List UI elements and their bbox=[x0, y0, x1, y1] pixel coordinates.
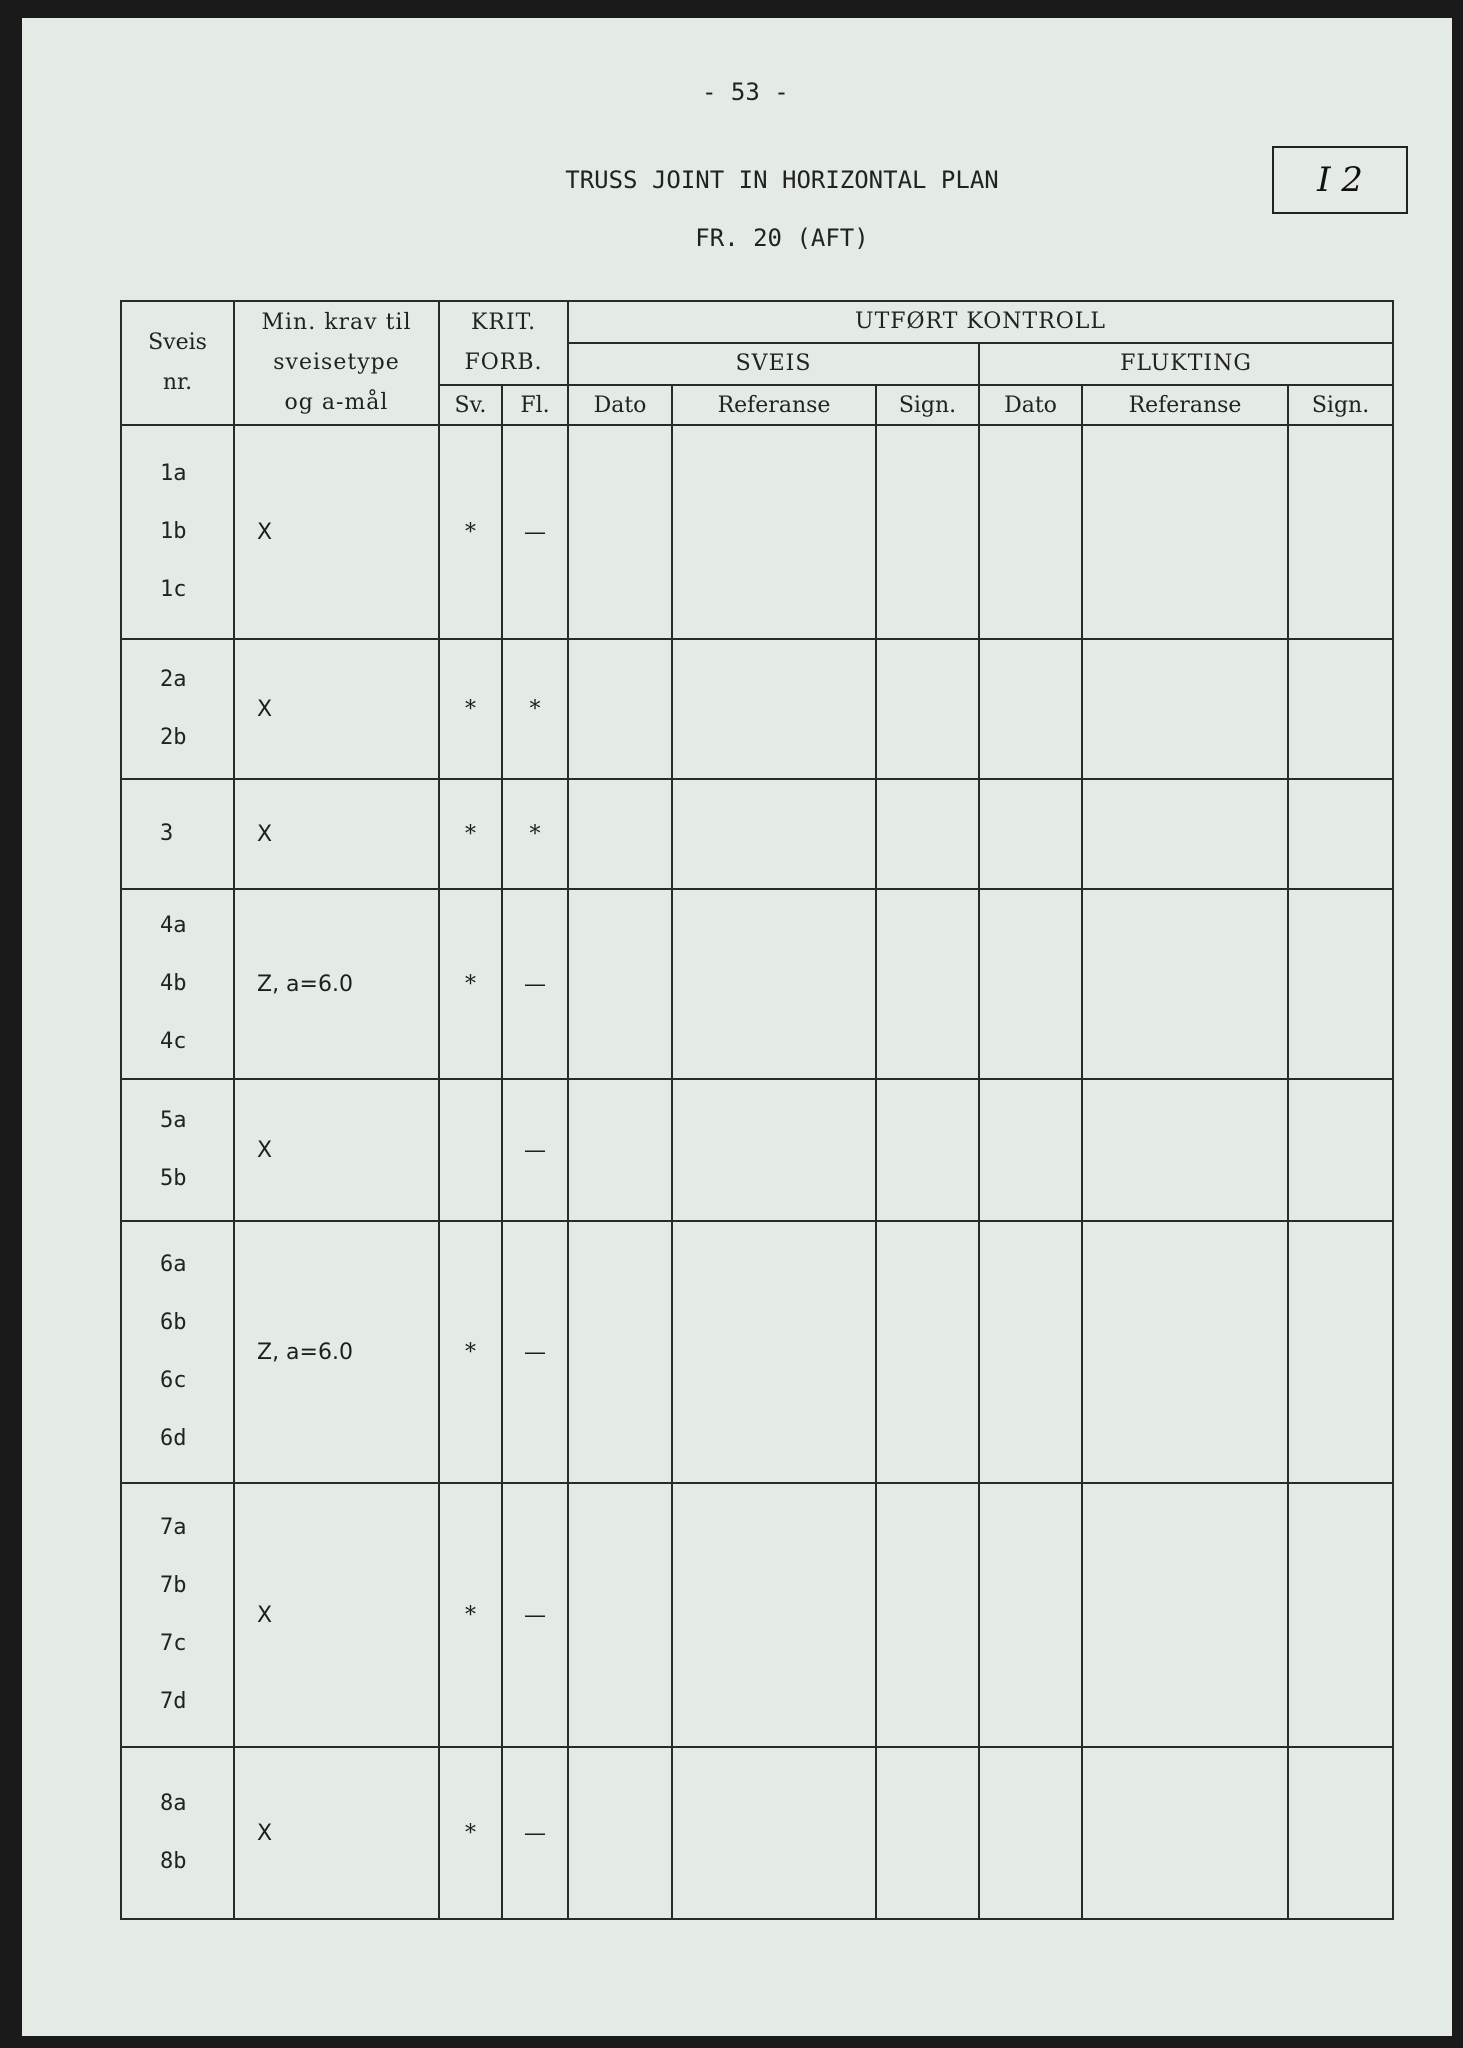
fl-mark-cell: — bbox=[502, 889, 568, 1079]
sign-sveis-cell[interactable] bbox=[876, 779, 979, 889]
sign-flukting-cell[interactable] bbox=[1288, 639, 1393, 779]
sv-mark-cell: * bbox=[439, 1483, 502, 1747]
referanse-flukting-cell[interactable] bbox=[1082, 1483, 1288, 1747]
weld-id: 8b bbox=[160, 1849, 187, 1874]
referanse-flukting-cell[interactable] bbox=[1082, 1079, 1288, 1221]
header-referanse-sveis: Referanse bbox=[672, 385, 876, 425]
referanse-sveis-cell[interactable] bbox=[672, 1079, 876, 1221]
weld-ids-cell bbox=[121, 1079, 234, 1221]
sign-flukting-cell[interactable] bbox=[1288, 425, 1393, 639]
header-sign-sveis: Sign. bbox=[876, 385, 979, 425]
referanse-sveis-cell[interactable] bbox=[672, 1221, 876, 1483]
fl-mark-cell: * bbox=[502, 639, 568, 779]
header-min-krav: Min. krav til sveisetype og a-mål bbox=[234, 301, 439, 425]
referanse-sveis-cell[interactable] bbox=[672, 889, 876, 1079]
weld-id: 4c bbox=[160, 1029, 187, 1054]
page-title: TRUSS JOINT IN HORIZONTAL PLAN bbox=[565, 166, 999, 194]
sign-sveis-cell[interactable] bbox=[876, 889, 979, 1079]
weld-id: 5b bbox=[160, 1166, 187, 1191]
table-row bbox=[121, 889, 1393, 1079]
table-row bbox=[121, 639, 1393, 779]
header-krit-forb: KRIT. FORB. bbox=[439, 301, 568, 385]
sign-sveis-cell[interactable] bbox=[876, 425, 979, 639]
fl-mark-cell: — bbox=[502, 1483, 568, 1747]
table-row bbox=[121, 1221, 1393, 1483]
dato-flukting-cell[interactable] bbox=[979, 1079, 1082, 1221]
sv-mark-cell: * bbox=[439, 889, 502, 1079]
requirement-cell: X bbox=[234, 779, 439, 889]
header-dato-flukting: Dato bbox=[979, 385, 1082, 425]
sign-flukting-cell[interactable] bbox=[1288, 1747, 1393, 1919]
requirement-cell: X bbox=[234, 639, 439, 779]
weld-id: 7b bbox=[160, 1573, 187, 1598]
sign-sveis-cell[interactable] bbox=[876, 1747, 979, 1919]
referanse-sveis-cell[interactable] bbox=[672, 639, 876, 779]
sv-mark-cell: * bbox=[439, 779, 502, 889]
fl-mark-cell: — bbox=[502, 1747, 568, 1919]
dato-flukting-cell[interactable] bbox=[979, 639, 1082, 779]
weld-id: 4b bbox=[160, 971, 187, 996]
page-subtitle: FR. 20 (AFT) bbox=[695, 224, 869, 252]
sv-mark-cell: * bbox=[439, 1747, 502, 1919]
sign-sveis-cell[interactable] bbox=[876, 1221, 979, 1483]
dato-sveis-cell[interactable] bbox=[568, 779, 672, 889]
header-referanse-flukting: Referanse bbox=[1082, 385, 1288, 425]
fl-mark-cell: — bbox=[502, 1221, 568, 1483]
weld-id: 7a bbox=[160, 1515, 187, 1540]
weld-id: 7d bbox=[160, 1689, 187, 1714]
requirement-cell: X bbox=[234, 1079, 439, 1221]
weld-ids-cell bbox=[121, 1747, 234, 1919]
requirement-cell: Z, a=6.0 bbox=[234, 1221, 439, 1483]
dato-sveis-cell[interactable] bbox=[568, 1747, 672, 1919]
sign-flukting-cell[interactable] bbox=[1288, 1079, 1393, 1221]
header-sign-flukting: Sign. bbox=[1288, 385, 1393, 425]
weld-id: 1c bbox=[160, 577, 187, 602]
requirement-cell: X bbox=[234, 425, 439, 639]
dato-sveis-cell[interactable] bbox=[568, 639, 672, 779]
sv-mark-cell: * bbox=[439, 639, 502, 779]
header-dato-sveis: Dato bbox=[568, 385, 672, 425]
table-row bbox=[121, 1483, 1393, 1747]
requirement-cell: X bbox=[234, 1747, 439, 1919]
weld-ids-cell bbox=[121, 1221, 234, 1483]
table-row bbox=[121, 1079, 1393, 1221]
weld-id: 1a bbox=[160, 461, 187, 486]
fl-mark-cell: — bbox=[502, 1079, 568, 1221]
document-id-box: I 2 bbox=[1272, 146, 1408, 214]
dato-sveis-cell[interactable] bbox=[568, 889, 672, 1079]
header-sv: Sv. bbox=[439, 385, 502, 425]
dato-flukting-cell[interactable] bbox=[979, 425, 1082, 639]
weld-id: 4a bbox=[160, 913, 187, 938]
weld-id: 6a bbox=[160, 1252, 187, 1277]
weld-id: 2b bbox=[160, 725, 187, 750]
dato-sveis-cell[interactable] bbox=[568, 1079, 672, 1221]
table-row bbox=[121, 425, 1393, 639]
referanse-sveis-cell[interactable] bbox=[672, 779, 876, 889]
weld-id: 6c bbox=[160, 1368, 187, 1393]
dato-sveis-cell[interactable] bbox=[568, 425, 672, 639]
sign-flukting-cell[interactable] bbox=[1288, 889, 1393, 1079]
sign-sveis-cell[interactable] bbox=[876, 1079, 979, 1221]
referanse-sveis-cell[interactable] bbox=[672, 425, 876, 639]
referanse-sveis-cell[interactable] bbox=[672, 1483, 876, 1747]
weld-id: 3 bbox=[160, 821, 174, 846]
referanse-flukting-cell[interactable] bbox=[1082, 779, 1288, 889]
sign-flukting-cell[interactable] bbox=[1288, 779, 1393, 889]
weld-id: 6d bbox=[160, 1426, 187, 1451]
weld-id: 6b bbox=[160, 1310, 187, 1335]
weld-ids-cell bbox=[121, 425, 234, 639]
weld-ids-cell bbox=[121, 639, 234, 779]
page-number: - 53 - bbox=[702, 78, 789, 106]
weld-id: 5a bbox=[160, 1108, 187, 1133]
dato-flukting-cell[interactable] bbox=[979, 1483, 1082, 1747]
header-sveis: SVEIS bbox=[568, 343, 979, 385]
dato-flukting-cell[interactable] bbox=[979, 779, 1082, 889]
dato-sveis-cell[interactable] bbox=[568, 1221, 672, 1483]
fl-mark-cell: * bbox=[502, 779, 568, 889]
sv-mark-cell: * bbox=[439, 425, 502, 639]
sign-sveis-cell[interactable] bbox=[876, 1483, 979, 1747]
header-fl: Fl. bbox=[502, 385, 568, 425]
requirement-cell: X bbox=[234, 1483, 439, 1747]
referanse-sveis-cell[interactable] bbox=[672, 1747, 876, 1919]
weld-id: 1b bbox=[160, 519, 187, 544]
weld-id: 8a bbox=[160, 1791, 187, 1816]
referanse-flukting-cell[interactable] bbox=[1082, 1747, 1288, 1919]
dato-flukting-cell[interactable] bbox=[979, 1221, 1082, 1483]
weld-control-table bbox=[120, 300, 1394, 1920]
table-row bbox=[121, 779, 1393, 889]
sv-mark-cell: * bbox=[439, 1221, 502, 1483]
sign-flukting-cell[interactable] bbox=[1288, 1483, 1393, 1747]
weld-ids-cell bbox=[121, 889, 234, 1079]
weld-ids-cell bbox=[121, 1483, 234, 1747]
sign-flukting-cell[interactable] bbox=[1288, 1221, 1393, 1483]
referanse-flukting-cell[interactable] bbox=[1082, 889, 1288, 1079]
weld-ids-cell bbox=[121, 779, 234, 889]
dato-sveis-cell[interactable] bbox=[568, 1483, 672, 1747]
referanse-flukting-cell[interactable] bbox=[1082, 1221, 1288, 1483]
requirement-cell: Z, a=6.0 bbox=[234, 889, 439, 1079]
header-flukting: FLUKTING bbox=[979, 343, 1393, 385]
sign-sveis-cell[interactable] bbox=[876, 639, 979, 779]
weld-id: 7c bbox=[160, 1631, 187, 1656]
sv-mark-cell bbox=[439, 1079, 502, 1221]
weld-id: 2a bbox=[160, 667, 187, 692]
header-sveis-nr: Sveis nr. bbox=[121, 301, 234, 425]
table-row bbox=[121, 1747, 1393, 1919]
header-utfort-kontroll: UTFØRT KONTROLL bbox=[568, 301, 1393, 343]
fl-mark-cell: — bbox=[502, 425, 568, 639]
dato-flukting-cell[interactable] bbox=[979, 1747, 1082, 1919]
referanse-flukting-cell[interactable] bbox=[1082, 425, 1288, 639]
referanse-flukting-cell[interactable] bbox=[1082, 639, 1288, 779]
dato-flukting-cell[interactable] bbox=[979, 889, 1082, 1079]
